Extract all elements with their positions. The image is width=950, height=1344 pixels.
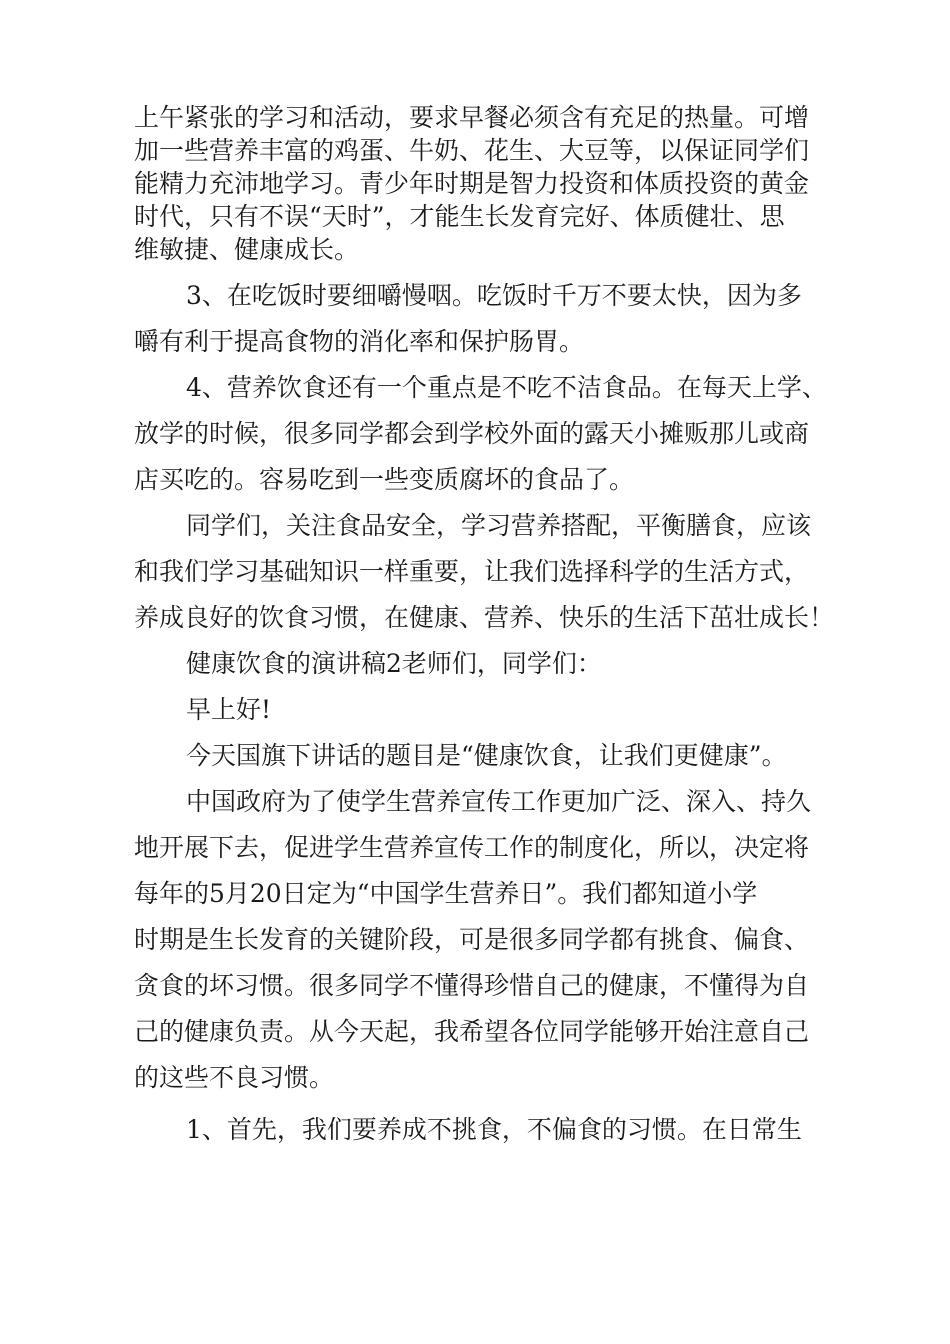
text-line: 中国政府为了使学生营养宣传工作更加广泛、深入、持久 [186, 787, 812, 816]
text-line: 健康饮食的演讲稿2老师们，同学们： [186, 649, 602, 678]
text-line: 早上好! [186, 695, 272, 724]
text-line: 同学们，关注食品安全，学习营养搭配，平衡膳食，应该 [186, 511, 812, 540]
text-line: 地开展下去，促进学生营养宣传工作的制度化，所以，决定将 [134, 833, 810, 862]
text-line: 养成良好的饮食习惯，在健康、营养、快乐的生活下茁壮成长！ [134, 603, 835, 632]
text-line: 的这些不良习惯。 [134, 1063, 335, 1092]
text-line: 上午紧张的学习和活动，要求早餐必须含有充足的热量。可增 [134, 103, 810, 132]
text-line: 4、营养饮食还有一个重点是不吃不洁食品。在每天上学、 [186, 373, 827, 402]
text-line: 己的健康负责。从今天起，我希望各位同学能够开始注意自己 [134, 1017, 810, 1046]
text-line: 嚼有利于提高食物的消化率和保护肠胃。 [134, 327, 585, 356]
text-line: 和我们学习基础知识一样重要，让我们选择科学的生活方式， [134, 557, 810, 586]
text-line: 时代，只有不误“天时”，才能生长发育完好、体质健壮、思 [134, 202, 785, 231]
text-line: 加一些营养丰富的鸡蛋、牛奶、花生、大豆等，以保证同学们 [134, 136, 810, 165]
text-line: 时期是生长发育的关键阶段，可是很多同学都有挑食、偏食、 [134, 925, 810, 954]
text-line: 店买吃的。容易吃到一些变质腐坏的食品了。 [134, 465, 635, 494]
text-line: 能精力充沛地学习。青少年时期是智力投资和体质投资的黄金 [134, 169, 810, 198]
text-line: 今天国旗下讲话的题目是“健康饮食，让我们更健康”。 [186, 741, 787, 770]
text-line: 1、首先，我们要养成不挑食，不偏食的习惯。在日常生 [186, 1115, 802, 1144]
text-line: 放学的时候，很多同学都会到学校外面的露天小摊贩那儿或商 [134, 419, 810, 448]
text-line: 维敏捷、健康成长。 [134, 235, 360, 264]
text-line: 每年的5月20日定为“中国学生营养日”。我们都知道小学 [134, 879, 758, 908]
text-line: 3、在吃饭时要细嚼慢咽。吃饭时千万不要太快，因为多 [186, 281, 802, 310]
text-line: 贪食的坏习惯。很多同学不懂得珍惜自己的健康，不懂得为自 [134, 971, 810, 1000]
